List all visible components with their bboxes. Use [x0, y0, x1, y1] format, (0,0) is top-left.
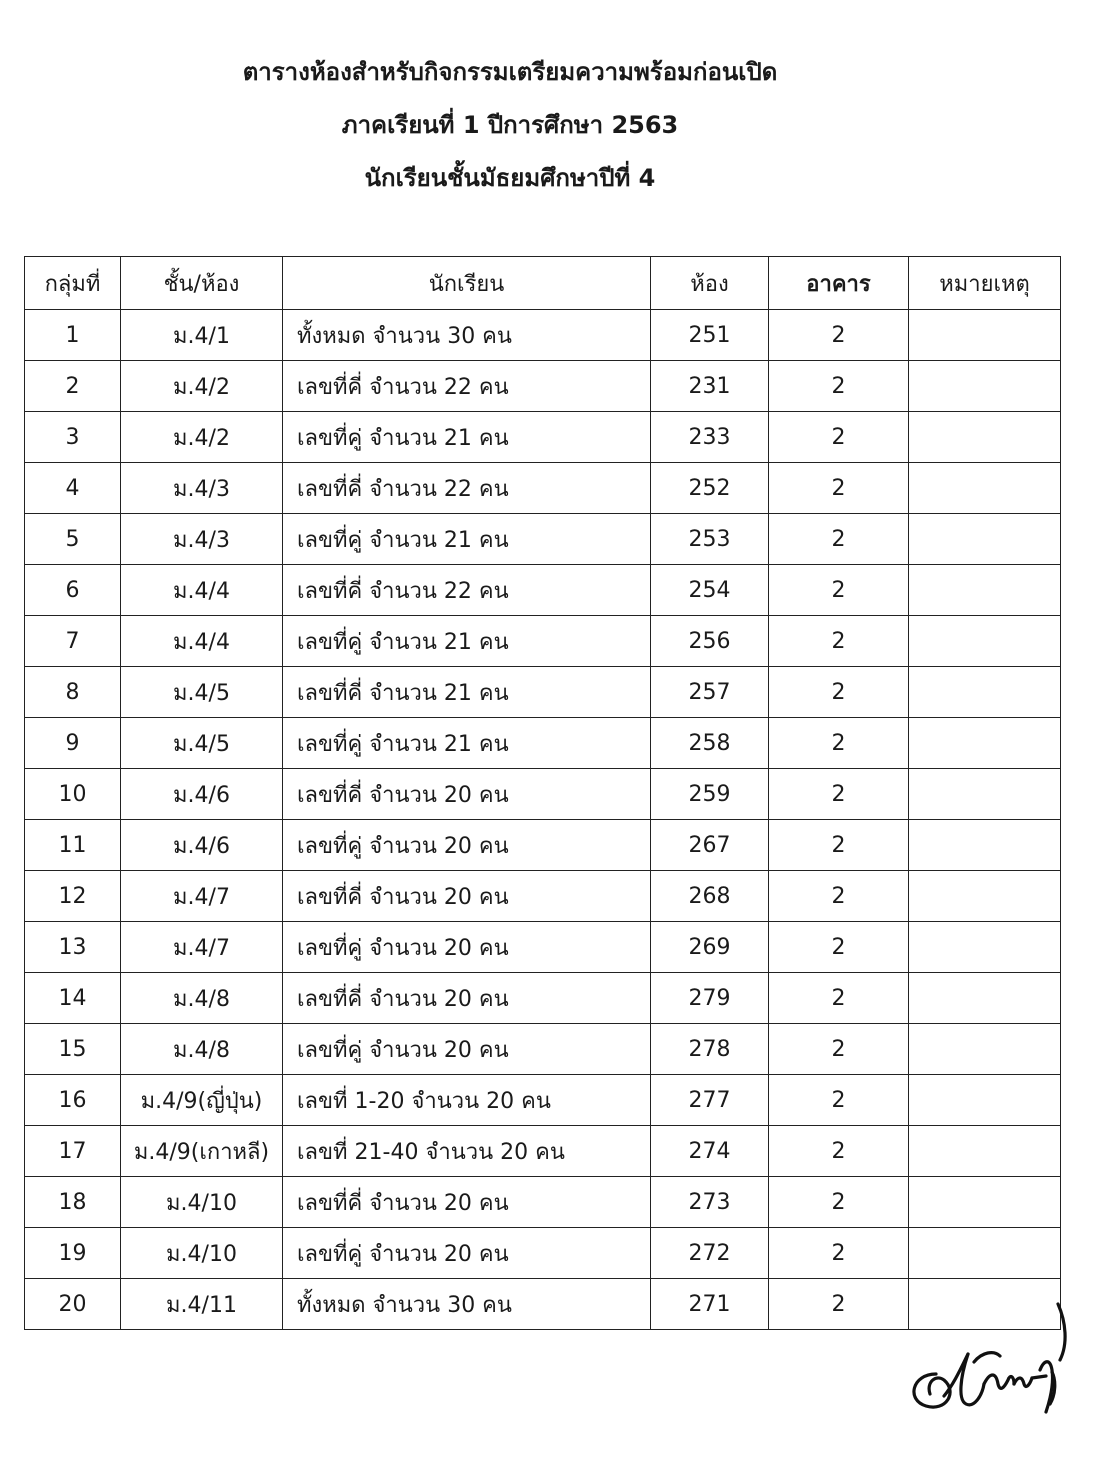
cell-group: 16: [25, 1075, 121, 1126]
cell-students: เลขที่คู่ จำนวน 20 คน: [283, 820, 651, 871]
cell-building: 2: [769, 412, 909, 463]
cell-class: ม.4/3: [121, 463, 283, 514]
cell-group: 8: [25, 667, 121, 718]
cell-class: ม.4/9(ญี่ปุ่น): [121, 1075, 283, 1126]
table-row: [25, 871, 1061, 922]
cell-class: ม.4/1: [121, 310, 283, 361]
cell-group: 5: [25, 514, 121, 565]
cell-class: ม.4/11: [121, 1279, 283, 1330]
cell-building: 2: [769, 514, 909, 565]
cell-building: 2: [769, 718, 909, 769]
cell-class: ม.4/10: [121, 1228, 283, 1279]
title-line-2: ภาคเรียนที่ 1 ปีการศึกษา 2563: [341, 111, 679, 139]
cell-students: เลขที่คี่ จำนวน 20 คน: [283, 973, 651, 1024]
cell-students: เลขที่คู่ จำนวน 21 คน: [283, 514, 651, 565]
cell-note: [909, 514, 1061, 565]
cell-building: 2: [769, 616, 909, 667]
room-schedule-table: [24, 256, 1061, 1330]
cell-group: 15: [25, 1024, 121, 1075]
cell-students: เลขที่คู่ จำนวน 21 คน: [283, 616, 651, 667]
cell-building: 2: [769, 1126, 909, 1177]
table-header-row: [25, 257, 1061, 310]
cell-students: เลขที่คี่ จำนวน 22 คน: [283, 361, 651, 412]
cell-note: [909, 310, 1061, 361]
cell-group: 11: [25, 820, 121, 871]
cell-class: ม.4/4: [121, 616, 283, 667]
table-row: [25, 820, 1061, 871]
cell-group: 20: [25, 1279, 121, 1330]
table-row: [25, 310, 1061, 361]
cell-class: ม.4/7: [121, 871, 283, 922]
cell-building: 2: [769, 1177, 909, 1228]
cell-class: ม.4/8: [121, 1024, 283, 1075]
cell-students: เลขที่คี่ จำนวน 20 คน: [283, 871, 651, 922]
table-row: [25, 616, 1061, 667]
cell-note: [909, 1228, 1061, 1279]
cell-room: 251: [651, 310, 769, 361]
cell-note: [909, 922, 1061, 973]
cell-room: 254: [651, 565, 769, 616]
cell-building: 2: [769, 769, 909, 820]
table-row: [25, 412, 1061, 463]
cell-class: ม.4/5: [121, 667, 283, 718]
cell-class: ม.4/5: [121, 718, 283, 769]
cell-room: 256: [651, 616, 769, 667]
cell-students: เลขที่คี่ จำนวน 20 คน: [283, 769, 651, 820]
cell-note: [909, 616, 1061, 667]
cell-note: [909, 718, 1061, 769]
cell-room: 267: [651, 820, 769, 871]
cell-note: [909, 565, 1061, 616]
table-row: [25, 769, 1061, 820]
table-row: [25, 718, 1061, 769]
column-header-class: ชั้น/ห้อง: [121, 257, 283, 310]
cell-students: เลขที่คู่ จำนวน 20 คน: [283, 1228, 651, 1279]
table-row: [25, 565, 1061, 616]
cell-students: เลขที่คู่ จำนวน 21 คน: [283, 718, 651, 769]
table-row: [25, 667, 1061, 718]
cell-class: ม.4/10: [121, 1177, 283, 1228]
cell-room: 257: [651, 667, 769, 718]
cell-students: เลขที่คี่ จำนวน 22 คน: [283, 463, 651, 514]
cell-class: ม.4/7: [121, 922, 283, 973]
cell-building: 2: [769, 820, 909, 871]
cell-students: เลขที่คู่ จำนวน 20 คน: [283, 922, 651, 973]
cell-group: 10: [25, 769, 121, 820]
cell-room: 277: [651, 1075, 769, 1126]
column-header-building: อาคาร: [769, 257, 909, 310]
cell-room: 252: [651, 463, 769, 514]
cell-class: ม.4/9(เกาหลี): [121, 1126, 283, 1177]
cell-building: 2: [769, 1279, 909, 1330]
cell-note: [909, 1126, 1061, 1177]
cell-students: เลขที่คี่ จำนวน 22 คน: [283, 565, 651, 616]
cell-note: [909, 361, 1061, 412]
cell-note: [909, 820, 1061, 871]
table-row: [25, 922, 1061, 973]
cell-group: 13: [25, 922, 121, 973]
cell-students: ทั้งหมด จำนวน 30 คน: [283, 310, 651, 361]
cell-building: 2: [769, 871, 909, 922]
cell-students: เลขที่ 21-40 จำนวน 20 คน: [283, 1126, 651, 1177]
cell-note: [909, 463, 1061, 514]
cell-note: [909, 769, 1061, 820]
cell-room: 274: [651, 1126, 769, 1177]
cell-students: เลขที่คี่ จำนวน 21 คน: [283, 667, 651, 718]
cell-building: 2: [769, 1075, 909, 1126]
cell-room: 278: [651, 1024, 769, 1075]
cell-room: 279: [651, 973, 769, 1024]
cell-building: 2: [769, 1024, 909, 1075]
signature: [900, 1300, 1070, 1430]
cell-group: 18: [25, 1177, 121, 1228]
cell-group: 17: [25, 1126, 121, 1177]
table-row: [25, 1228, 1061, 1279]
cell-note: [909, 1075, 1061, 1126]
cell-class: ม.4/2: [121, 361, 283, 412]
cell-class: ม.4/6: [121, 769, 283, 820]
cell-room: 269: [651, 922, 769, 973]
cell-note: [909, 973, 1061, 1024]
cell-building: 2: [769, 463, 909, 514]
column-header-note: หมายเหตุ: [909, 257, 1061, 310]
table-row: [25, 1024, 1061, 1075]
cell-group: 14: [25, 973, 121, 1024]
cell-room: 258: [651, 718, 769, 769]
cell-note: [909, 871, 1061, 922]
cell-room: 273: [651, 1177, 769, 1228]
cell-note: [909, 667, 1061, 718]
cell-building: 2: [769, 667, 909, 718]
cell-building: 2: [769, 973, 909, 1024]
cell-note: [909, 1177, 1061, 1228]
cell-room: 271: [651, 1279, 769, 1330]
cell-students: เลขที่คี่ จำนวน 20 คน: [283, 1177, 651, 1228]
column-header-group: กลุ่มที่: [25, 257, 121, 310]
cell-class: ม.4/4: [121, 565, 283, 616]
cell-group: 1: [25, 310, 121, 361]
column-header-room: ห้อง: [651, 257, 769, 310]
cell-class: ม.4/3: [121, 514, 283, 565]
cell-group: 9: [25, 718, 121, 769]
cell-students: เลขที่ 1-20 จำนวน 20 คน: [283, 1075, 651, 1126]
cell-room: 272: [651, 1228, 769, 1279]
cell-students: เลขที่คู่ จำนวน 20 คน: [283, 1024, 651, 1075]
title-line-3: นักเรียนชั้นมัธยมศึกษาปีที่ 4: [364, 164, 656, 192]
cell-note: [909, 1024, 1061, 1075]
cell-building: 2: [769, 922, 909, 973]
cell-class: ม.4/2: [121, 412, 283, 463]
cell-group: 3: [25, 412, 121, 463]
cell-class: ม.4/8: [121, 973, 283, 1024]
title-line-1: ตารางห้องสำหรับกิจกรรมเตรียมความพร้อมก่อนเปิด: [242, 58, 778, 86]
table-row: [25, 463, 1061, 514]
cell-group: 19: [25, 1228, 121, 1279]
cell-room: 253: [651, 514, 769, 565]
handwritten-signature-icon: [900, 1300, 1070, 1430]
cell-class: ม.4/6: [121, 820, 283, 871]
table-row: [25, 361, 1061, 412]
table-row: [25, 1177, 1061, 1228]
column-header-students: นักเรียน: [283, 257, 651, 310]
table-row: [25, 514, 1061, 565]
cell-group: 6: [25, 565, 121, 616]
cell-building: 2: [769, 565, 909, 616]
cell-building: 2: [769, 1228, 909, 1279]
cell-room: 259: [651, 769, 769, 820]
table-row: [25, 973, 1061, 1024]
cell-room: 268: [651, 871, 769, 922]
cell-students: เลขที่คู่ จำนวน 21 คน: [283, 412, 651, 463]
cell-note: [909, 412, 1061, 463]
cell-building: 2: [769, 361, 909, 412]
cell-group: 7: [25, 616, 121, 667]
cell-room: 233: [651, 412, 769, 463]
cell-room: 231: [651, 361, 769, 412]
table-row: [25, 1126, 1061, 1177]
document-title: [0, 46, 1020, 205]
cell-group: 4: [25, 463, 121, 514]
cell-students: ทั้งหมด จำนวน 30 คน: [283, 1279, 651, 1330]
cell-group: 2: [25, 361, 121, 412]
cell-group: 12: [25, 871, 121, 922]
cell-building: 2: [769, 310, 909, 361]
table-row: [25, 1075, 1061, 1126]
